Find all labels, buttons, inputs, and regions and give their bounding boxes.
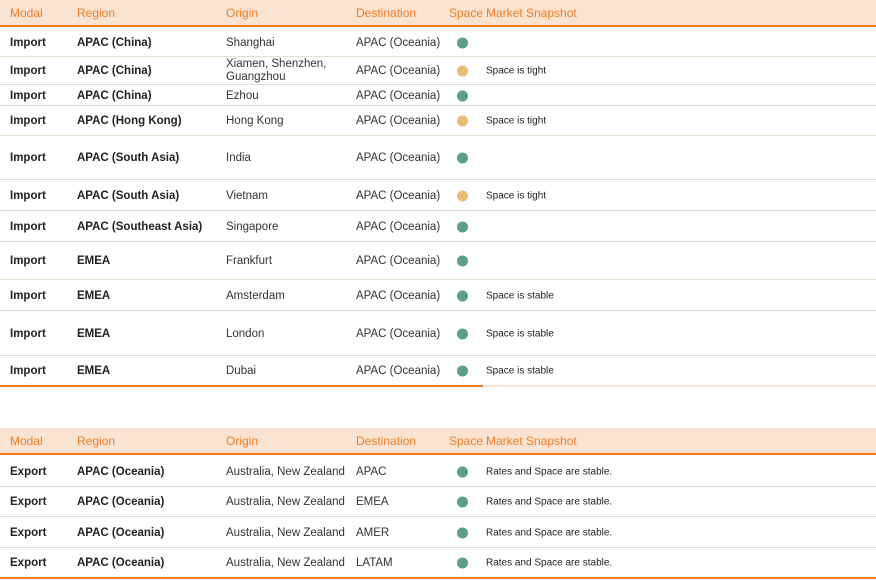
cell-snapshot: Rates and Space are stable. bbox=[486, 496, 613, 508]
table-row bbox=[0, 311, 876, 356]
cell-modal: Import bbox=[10, 152, 46, 164]
cell-destination: AMER bbox=[356, 526, 390, 539]
cell-region: APAC (Oceania) bbox=[77, 496, 165, 508]
cell-modal: Export bbox=[10, 526, 47, 539]
space-status-dot bbox=[457, 366, 468, 377]
cell-origin: Australia, New Zealand bbox=[226, 526, 345, 539]
cell-modal: Import bbox=[10, 255, 46, 267]
cell-destination: APAC (Oceania) bbox=[356, 220, 441, 233]
cell-region: APAC (China) bbox=[77, 89, 152, 102]
cell-modal: Import bbox=[10, 220, 46, 233]
cell-destination: APAC (Oceania) bbox=[356, 36, 441, 49]
header-modal: Modal bbox=[10, 434, 43, 448]
space-status-dot bbox=[457, 221, 468, 232]
cell-region: APAC (South Asia) bbox=[77, 152, 180, 164]
table-row bbox=[0, 356, 876, 386]
cell-modal: Import bbox=[10, 289, 46, 302]
cell-modal: Import bbox=[10, 327, 46, 340]
table-row bbox=[0, 211, 876, 242]
table-row bbox=[0, 106, 876, 136]
cell-destination: EMEA bbox=[356, 496, 389, 508]
cell-origin: Vietnam bbox=[226, 189, 268, 202]
cell-modal: Import bbox=[10, 189, 46, 202]
cell-origin: India bbox=[226, 152, 251, 164]
header-snapshot: Market Snapshot bbox=[486, 6, 577, 20]
import-table-header bbox=[0, 0, 876, 27]
cell-origin: London bbox=[226, 327, 265, 340]
header-modal: Modal bbox=[10, 6, 43, 20]
cell-modal: Import bbox=[10, 365, 46, 377]
cell-origin: Amsterdam bbox=[226, 289, 285, 302]
table-row bbox=[0, 548, 876, 578]
cell-destination: APAC (Oceania) bbox=[356, 89, 441, 102]
header-snapshot: Market Snapshot bbox=[486, 434, 577, 448]
cell-modal: Import bbox=[10, 115, 46, 127]
cell-modal: Import bbox=[10, 65, 46, 77]
table-row bbox=[0, 85, 876, 106]
cell-snapshot: Space is tight bbox=[486, 190, 547, 201]
cell-destination: APAC bbox=[356, 465, 387, 478]
header-region: Region bbox=[77, 434, 116, 448]
space-status-dot bbox=[457, 153, 468, 164]
space-status-dot bbox=[457, 256, 468, 267]
space-status-dot bbox=[457, 66, 468, 77]
cell-destination: APAC (Oceania) bbox=[356, 327, 441, 340]
cell-snapshot: Space is tight bbox=[486, 115, 547, 127]
cell-origin: Australia, New Zealand bbox=[226, 465, 345, 478]
cell-region: APAC (China) bbox=[77, 36, 152, 49]
cell-origin: Australia, New Zealand bbox=[226, 557, 345, 569]
space-status-dot bbox=[457, 190, 468, 201]
cell-region: APAC (South Asia) bbox=[77, 189, 180, 202]
cell-modal: Export bbox=[10, 496, 47, 508]
header-destination: Destination bbox=[356, 6, 417, 20]
space-status-dot bbox=[457, 497, 468, 508]
space-status-dot bbox=[457, 116, 468, 127]
header-destination: Destination bbox=[356, 434, 417, 448]
cell-region: EMEA bbox=[77, 365, 111, 377]
space-status-dot bbox=[457, 90, 468, 101]
table-bottom-border bbox=[0, 385, 483, 387]
cell-region: EMEA bbox=[77, 327, 111, 340]
table-row bbox=[0, 180, 876, 211]
cell-origin: Shanghai bbox=[226, 36, 275, 49]
cell-snapshot: Space is stable bbox=[486, 365, 554, 377]
cell-region: APAC (Hong Kong) bbox=[77, 115, 182, 127]
table-row bbox=[0, 517, 876, 548]
table-bottom-border-light bbox=[483, 385, 876, 387]
cell-destination: LATAM bbox=[356, 557, 393, 569]
header-space: Space bbox=[449, 434, 484, 448]
cell-origin: Frankfurt bbox=[226, 255, 273, 267]
cell-destination: APAC (Oceania) bbox=[356, 289, 441, 302]
table-row bbox=[0, 280, 876, 311]
table-row bbox=[0, 487, 876, 517]
cell-region: EMEA bbox=[77, 255, 111, 267]
table-row bbox=[0, 28, 876, 57]
space-status-dot bbox=[457, 328, 468, 339]
cell-region: APAC (Southeast Asia) bbox=[77, 220, 203, 233]
cell-region: APAC (China) bbox=[77, 65, 152, 77]
cell-snapshot: Rates and Space are stable. bbox=[486, 557, 613, 569]
cell-region: APAC (Oceania) bbox=[77, 557, 165, 569]
cell-modal: Export bbox=[10, 465, 47, 478]
cell-snapshot: Rates and Space are stable. bbox=[486, 466, 613, 477]
space-status-dot bbox=[457, 37, 468, 48]
table-row bbox=[0, 57, 876, 85]
cell-region: APAC (Oceania) bbox=[77, 526, 165, 539]
table-bottom-border bbox=[0, 577, 876, 579]
cell-destination: APAC (Oceania) bbox=[356, 115, 441, 127]
header-region: Region bbox=[77, 6, 116, 20]
cell-destination: APAC (Oceania) bbox=[356, 65, 441, 77]
cell-region: APAC (Oceania) bbox=[77, 465, 165, 478]
space-status-dot bbox=[457, 290, 468, 301]
cell-destination: APAC (Oceania) bbox=[356, 152, 441, 164]
export-table-header bbox=[0, 428, 876, 455]
cell-origin: Hong Kong bbox=[226, 115, 284, 127]
cell-origin: Xiamen, Shenzhen, Guangzhou bbox=[226, 58, 327, 83]
cell-modal: Export bbox=[10, 557, 47, 569]
table-row bbox=[0, 242, 876, 280]
cell-snapshot: Rates and Space are stable. bbox=[486, 527, 613, 538]
cell-origin: Singapore bbox=[226, 220, 279, 233]
cell-snapshot: Space is stable bbox=[486, 290, 554, 301]
cell-destination: APAC (Oceania) bbox=[356, 189, 441, 202]
cell-destination: APAC (Oceania) bbox=[356, 255, 441, 267]
cell-origin: Ezhou bbox=[226, 89, 259, 102]
table-row bbox=[0, 136, 876, 180]
space-status-dot bbox=[457, 558, 468, 569]
header-origin: Origin bbox=[226, 6, 259, 20]
table-row bbox=[0, 456, 876, 487]
cell-origin: Australia, New Zealand bbox=[226, 496, 345, 508]
header-origin: Origin bbox=[226, 434, 259, 448]
cell-destination: APAC (Oceania) bbox=[356, 365, 441, 377]
cell-modal: Import bbox=[10, 89, 46, 102]
cell-snapshot: Space is stable bbox=[486, 328, 554, 339]
space-status-dot bbox=[457, 527, 468, 538]
cell-modal: Import bbox=[10, 36, 46, 49]
cell-origin: Dubai bbox=[226, 365, 257, 377]
cell-snapshot: Space is tight bbox=[486, 65, 547, 77]
cell-region: EMEA bbox=[77, 289, 111, 302]
space-status-dot bbox=[457, 466, 468, 477]
header-space: Space bbox=[449, 6, 484, 20]
